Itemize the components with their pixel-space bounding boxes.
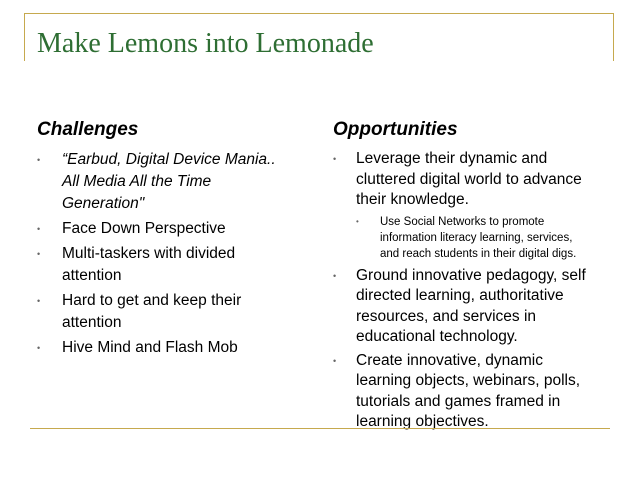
list-item-line: attention xyxy=(62,267,122,284)
list-item xyxy=(37,337,322,359)
list-item-line: directed learning, authoritative xyxy=(356,287,564,304)
sub-list-item-line: Use Social Networks to promote xyxy=(380,215,545,228)
bullet-icon: • xyxy=(37,296,41,306)
sub-list-item-line: information literacy learning, services, xyxy=(380,231,573,244)
list-item xyxy=(333,149,608,262)
list-item-line: tutorials and games framed in xyxy=(356,392,561,410)
list-item-line-text: Generation" xyxy=(62,195,145,212)
list-item xyxy=(37,218,322,240)
list-item-line: Create innovative, dynamic xyxy=(356,351,543,369)
challenges-heading: Challenges xyxy=(37,119,139,140)
list-item-line: Ground innovative pedagogy, self xyxy=(356,266,586,284)
list-item xyxy=(37,290,322,334)
footer-rule xyxy=(30,428,610,429)
list-item-line: “Earbud, Digital Device Mania.. xyxy=(62,151,276,168)
title-top-rule xyxy=(24,13,614,14)
bullet-icon: • xyxy=(37,249,41,259)
list-item-line: learning objects, webinars, polls, xyxy=(356,372,581,389)
list-item-line: Multi-taskers with divided xyxy=(62,245,236,262)
opportunities-sub-list xyxy=(356,214,608,262)
list-item-line: educational technology. xyxy=(356,328,518,345)
list-item-line: All Media All the Time xyxy=(62,173,212,190)
bullet-icon: • xyxy=(37,155,41,165)
challenges-column xyxy=(37,118,322,362)
sub-bullet-icon: • xyxy=(356,216,359,226)
bullet-icon: • xyxy=(37,343,41,353)
list-item-line: Leverage their dynamic and xyxy=(356,150,548,167)
opportunities-list xyxy=(333,149,608,433)
title-right-rule xyxy=(613,13,614,61)
list-item-line: cluttered digital world to advance xyxy=(356,170,582,188)
list-item-line: attention xyxy=(62,314,122,331)
sub-list-item xyxy=(356,214,608,262)
list-item xyxy=(333,266,608,348)
list-item-line: resources, and services in xyxy=(356,307,537,325)
list-item-line: their knowledge. xyxy=(356,191,469,208)
list-item xyxy=(37,149,322,215)
list-item-line: Hive Mind and Flash Mob xyxy=(62,339,238,356)
list-item xyxy=(37,243,322,287)
bullet-icon: • xyxy=(333,154,337,164)
list-item-line xyxy=(62,193,322,215)
list-item xyxy=(333,351,608,433)
bullet-icon: • xyxy=(333,270,337,281)
slide-title: Make Lemons into Lemonade xyxy=(37,28,374,59)
list-item-line: Face Down Perspective xyxy=(62,220,226,237)
opportunities-heading: Opportunities xyxy=(333,119,458,140)
title-left-rule xyxy=(24,13,25,61)
bullet-icon: • xyxy=(37,224,41,234)
sub-list-item-line: and reach students in their digital digs. xyxy=(380,247,577,260)
bullet-icon: • xyxy=(333,355,337,366)
list-item-line: Hard to get and keep their xyxy=(62,292,242,309)
challenges-list xyxy=(37,149,322,359)
opportunities-column xyxy=(333,118,608,436)
list-item-line: learning objectives. xyxy=(356,413,489,430)
